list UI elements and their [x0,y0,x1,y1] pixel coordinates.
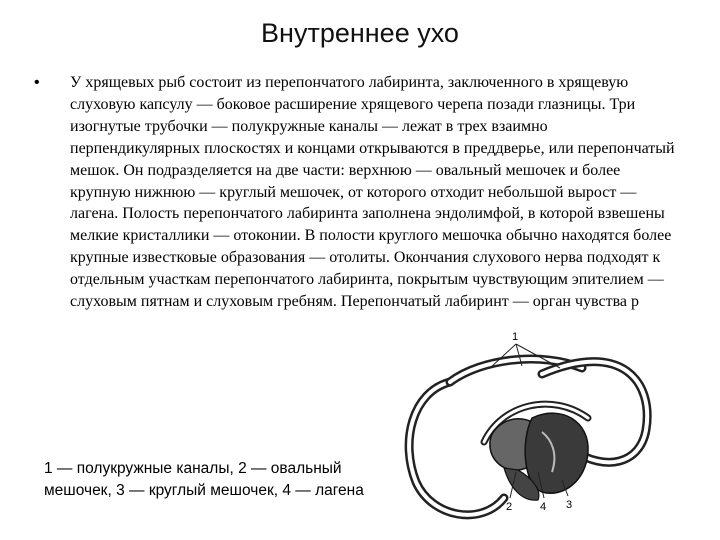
label-3: 3 [566,499,573,511]
round-sac [525,413,588,493]
bullet-marker: • [34,74,40,91]
inner-ear-diagram [392,322,682,532]
body-paragraph: У хрящевых рыб состоит из перепончатого лабиринта, заключенного в хрящевую слуховую капсулу — боковое расширение хрящевого черепа позади глазницы. Три изогнутые трубочки — полукружные каналы — лежат в трех взаимно перпендикулярных плоскостях и концами открываются в преддверье, или перепончатый мешок. Он подразделяется на две части: верхнюю — овальный мешочек и более крупную нижнюю — круглый мешочек, от которого отходит небольшой вырост — лагена. Полость перепончатого лабиринта заполнена эндолимфой, в которой взвешены мелкие кристаллики — отоконии. В полости круглого мешочка обычно находятся более крупные известковые образования — отолиты. Окончания слухового нерва подходят к отдельным участкам перепончатого лабиринта, покрытым чувствующим эпителием — слуховым пятнам и слуховым гребням. Перепончатый лабиринт — орган чувства р [70,74,675,311]
figure-caption: 1 — полукружные каналы, 2 — овальный мешочек, 3 — круглый мешочек, 4 — лагена [44,458,394,502]
label-2: 2 [506,501,513,513]
slide-title: Внутреннее ухо [261,18,459,48]
label-1: 1 [512,331,519,343]
label-4: 4 [540,501,547,513]
